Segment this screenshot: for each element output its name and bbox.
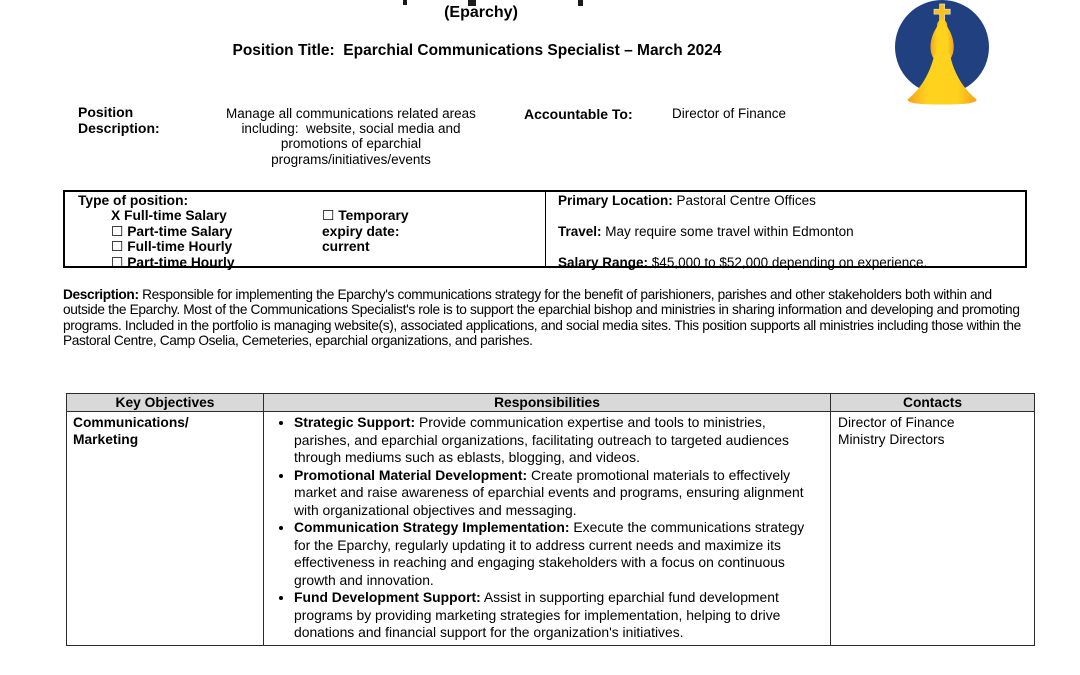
- responsibility-item: [294, 414, 826, 467]
- responsibility-title: Communication Strategy Implementation:: [294, 519, 570, 535]
- objectives-table: [66, 393, 1035, 646]
- type-option-fulltime-salary: X Full-time Salary: [111, 208, 227, 223]
- responsibilities-list: [264, 414, 826, 642]
- position-description-line: promotions of eparchial: [280, 136, 422, 152]
- eparchy-dome-logo-icon: [893, 0, 993, 107]
- salary-range-label: Salary Range:: [558, 255, 649, 270]
- temporary-checkbox-label: ☐ Temporary: [322, 208, 409, 223]
- accountable-to-label: Accountable To:: [524, 106, 633, 122]
- travel-value: May require some travel within Edmonton: [601, 224, 854, 239]
- header-key-objectives: Key Objectives: [67, 394, 264, 411]
- responsibility-item: [294, 589, 826, 642]
- responsibility-title: Fund Development Support:: [294, 589, 481, 605]
- key-objective-cell: [67, 412, 264, 645]
- salary-range-line: [558, 255, 927, 270]
- description-paragraph: [63, 287, 1025, 348]
- primary-location-value: Pastoral Centre Offices: [672, 193, 816, 208]
- header-responsibilities: Responsibilities: [264, 394, 831, 411]
- travel-label: Travel:: [558, 224, 602, 239]
- table-row: [67, 412, 1034, 645]
- responsibility-text: Create promotional materials to effectively market and raise awareness of eparchial events and programs, ensuring alignment with organizational objectives and messaging.: [294, 466, 808, 518]
- key-objective-line: Marketing: [73, 432, 139, 447]
- responsibility-item: [294, 467, 826, 520]
- description-label: Description:: [63, 287, 139, 302]
- table-header-row: [67, 394, 1034, 412]
- contact-line: Director of Finance: [838, 415, 955, 430]
- responsibility-text: Assist in supporting eparchial fund development programs by providing marketing strategies for implementation, helping to drive donations and financial support for the organization's initiatives.: [294, 589, 785, 640]
- position-description-line: Manage all communications related areas: [226, 106, 476, 121]
- contact-line: Ministry Directors: [838, 432, 945, 447]
- type-options-list: [111, 208, 235, 270]
- position-type-box: [63, 190, 1027, 268]
- position-type-cell: [65, 192, 546, 270]
- salary-range-value: $45,000 to $52,000 depending on experience.: [648, 255, 928, 270]
- primary-location-label: Primary Location:: [558, 193, 673, 208]
- type-option-parttime-salary: ☐ Part-time Salary: [111, 223, 233, 239]
- responsibility-text: Execute the communications strategy for the Eparchy, regularly updating it to address current needs and maximize its effectiveness in reaching and engaging stakeholders with a focus on continuous growth and innovation.: [294, 519, 809, 588]
- header-contacts: Contacts: [902, 395, 963, 410]
- description-text: Responsible for implementing the Eparchy's communications strategy for the benefit of parishioners, parishes and other stakeholders both within and outside the Eparchy. Most of the Communications Specialist's role is to support the eparchial bishop and ministries in sharing information and developing and promoting programs. Included in the portfolio is managing website(s), associated applications, and social media sites. This position supports all ministries including those within the Pastoral Centre, Camp Oselia, Cemeteries, eparchial organizations, and parishes.: [63, 287, 1025, 348]
- type-of-position-label: Type of position:: [78, 193, 189, 208]
- travel-line: [558, 224, 854, 239]
- responsibility-title: Promotional Material Development:: [294, 466, 528, 483]
- position-description-line: including: website, social media and: [241, 121, 461, 137]
- temporary-column: [322, 208, 409, 255]
- type-option-fulltime-hourly: ☐ Full-time Hourly: [111, 239, 233, 254]
- contacts-cell: [831, 412, 1034, 645]
- responsibilities-cell: [264, 412, 831, 645]
- accountable-to-value: Director of Finance: [672, 106, 787, 121]
- responsibility-text: Provide communication expertise and tools to ministries, parishes, and eparchial organizations, facilitating outreach to targeted audiences through mediums such as eblasts, blogging, and videos.: [294, 414, 793, 465]
- responsibility-title: Strategic Support:: [294, 414, 416, 430]
- expiry-current-value: current: [322, 239, 370, 254]
- eparchy-subtitle: (Eparchy): [444, 4, 518, 21]
- primary-location-line: [558, 193, 816, 208]
- position-description-line: programs/initiatives/events: [271, 151, 431, 167]
- position-title: Position Title: Eparchial Communications Specialist – March 2024: [232, 42, 722, 59]
- responsibility-item: [294, 519, 826, 589]
- position-description-label: Position Description:: [78, 104, 160, 136]
- key-objective-line: Communications/: [73, 415, 189, 430]
- location-cell: [546, 192, 1025, 270]
- expiry-date-label: expiry date:: [322, 223, 400, 239]
- position-description-value: [205, 106, 497, 167]
- type-option-parttime-hourly: ☐ Part-time Hourly: [111, 254, 235, 270]
